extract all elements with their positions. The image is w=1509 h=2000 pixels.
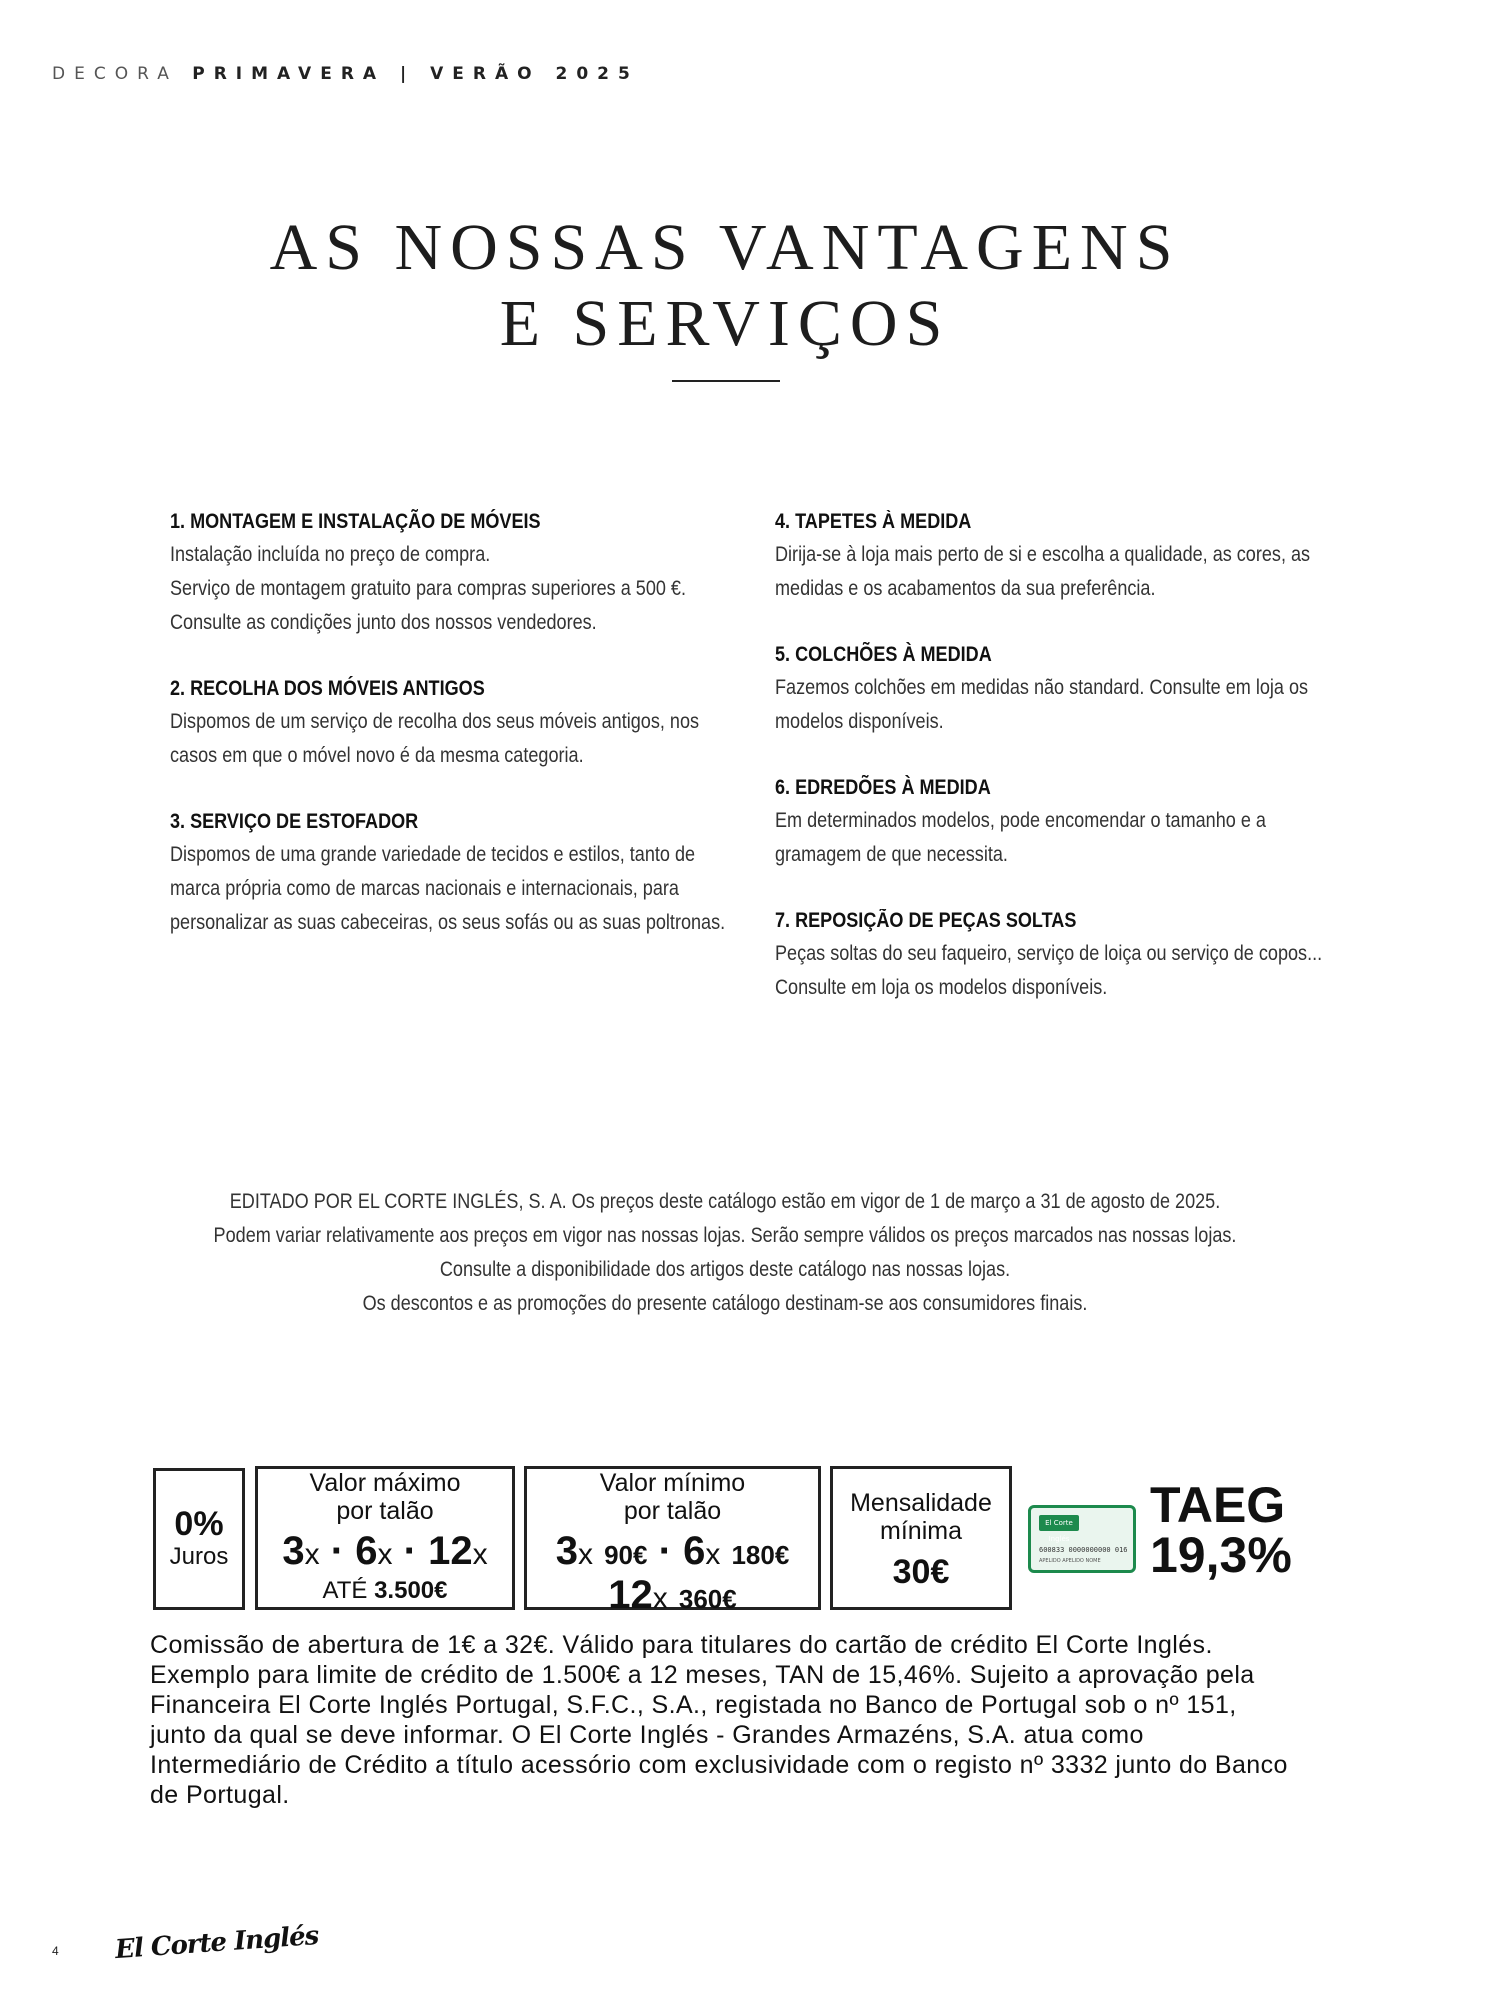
max-limit-value: 3.500€ <box>374 1577 448 1604</box>
page-header <box>52 64 639 84</box>
service-text: modelos disponíveis. <box>775 710 944 733</box>
legal-text: Comissão de abertura de 1€ a 32€. Válido para titulares do cartão de crédito El Corte Inglés. Exemplo para limite de crédito de 1.500€ a 12 meses, TAN de 15,46%. Sujeito a aprovação pela Financeira El Corte Inglés Portugal, S.F.C., S.A., registada no Banco de Portugal sob o nº 151, junto da qual se deve informar. O El Corte Inglés - Grandes Armazéns, S.A. atua como Intermediário de Crédito a título acessório com exclusividade com o registo nº 3332 junto do Banco de Portugal. <box>150 1631 1288 1809</box>
interest-rate-value: 0% <box>174 1505 224 1543</box>
page-title <box>0 210 1450 362</box>
services-right-column <box>775 505 1375 1037</box>
service-title: 7. REPOSIÇÃO DE PEÇAS SOLTAS <box>775 909 1077 932</box>
taeg-value: 19,3% <box>1150 1527 1292 1583</box>
service-text: Em determinados modelos, pode encomendar o tamanho e a <box>775 809 1266 832</box>
title-divider <box>672 380 780 382</box>
service-text: Serviço de montagem gratuito para compras superiores a 500 €. <box>170 577 686 600</box>
max-label-2: por talão <box>336 1497 434 1525</box>
service-title: 5. COLCHÕES À MEDIDA <box>775 643 992 666</box>
brand-logo: El Corte Inglés <box>114 1920 320 1966</box>
editorial-line: Consulte a disponibilidade dos artigos deste catálogo nas nossas lojas. <box>439 1258 1011 1281</box>
editorial-notice <box>0 1185 1450 1321</box>
service-title: 1. MONTAGEM E INSTALAÇÃO DE MÓVEIS <box>170 510 541 533</box>
service-item <box>775 771 1375 872</box>
services-left-column <box>170 505 750 972</box>
service-text: Dispomos de uma grande variedade de tecidos e estilos, tanto de <box>170 843 696 866</box>
service-text: Dispomos de um serviço de recolha dos seus móveis antigos, nos <box>170 710 700 733</box>
min-label-1: Valor mínimo <box>599 1469 746 1497</box>
service-text: Dirija-se à loja mais perto de si e escolha a qualidade, as cores, as <box>775 543 1311 566</box>
min-label-2: por talão <box>623 1497 722 1525</box>
min-value-box <box>524 1466 821 1617</box>
header-season: PRIMAVERA | VERÃO 2025 <box>192 64 639 84</box>
max-limit: ATÉ 3.500€ <box>322 1577 448 1604</box>
editorial-line: Os descontos e as promoções do presente catálogo destinam-se aos consumidores finais. <box>362 1292 1088 1315</box>
editorial-line: EDITADO POR EL CORTE INGLÉS, S. A. Os preços deste catálogo estão em vigor de 1 de março a 31 de agosto de 2025. <box>229 1190 1221 1213</box>
service-title: 4. TAPETES À MEDIDA <box>775 510 972 533</box>
installment-6: 6 <box>355 1529 378 1573</box>
service-item <box>170 805 750 940</box>
service-title: 3. SERVIÇO DE ESTOFADOR <box>170 810 419 833</box>
service-item <box>170 505 750 640</box>
editorial-line: Podem variar relativamente aos preços em vigor nas nossas lojas. Serão sempre válidos os preços marcados nas nossas lojas. <box>213 1224 1237 1247</box>
service-text: casos em que o móvel novo é da mesma categoria. <box>170 744 584 767</box>
taeg-block <box>1150 1477 1292 1583</box>
service-text: Consulte as condições junto dos nossos vendedores. <box>170 611 597 634</box>
service-title: 6. EDREDÕES À MEDIDA <box>775 776 991 799</box>
max-label-1: Valor máximo <box>309 1469 461 1497</box>
service-text: medidas e os acabamentos da sua preferência. <box>775 577 1156 600</box>
service-item <box>775 904 1375 1005</box>
page-number: 4 <box>52 1944 59 1958</box>
service-text: gramagem de que necessita. <box>775 843 1008 866</box>
monthly-value: 30€ <box>892 1553 950 1591</box>
service-text: Instalação incluída no preço de compra. <box>170 543 491 566</box>
credit-card-icon <box>1028 1505 1136 1573</box>
service-item <box>775 505 1375 606</box>
max-installments: 3x · 6x · 12x <box>282 1529 488 1573</box>
service-title: 2. RECOLHA DOS MÓVEIS ANTIGOS <box>170 677 485 700</box>
service-item <box>775 638 1375 739</box>
card-logo: El Corte Inglés <box>1039 1515 1079 1531</box>
installment-12: 12 <box>428 1529 473 1573</box>
title-line-2: E SERVIÇOS <box>499 287 951 360</box>
min-installments-12: 12x 360€ <box>608 1573 737 1617</box>
service-text: marca própria como de marcas nacionais e internacionais, para <box>170 877 679 900</box>
header-brand: DECORA <box>52 64 178 84</box>
max-value-box <box>255 1466 515 1610</box>
monthly-label-2: mínima <box>880 1517 962 1545</box>
service-item <box>170 672 750 773</box>
interest-rate-box <box>153 1468 245 1610</box>
service-text: Fazemos colchões em medidas não standard. Consulte em loja os <box>775 676 1309 699</box>
installment-3: 3 <box>282 1529 305 1573</box>
interest-rate-label: Juros <box>169 1543 229 1570</box>
taeg-label: TAEG <box>1150 1477 1286 1533</box>
title-line-1: AS NOSSAS VANTAGENS <box>269 211 1181 284</box>
min-installments: 3x 90€ · 6x 180€ <box>555 1529 790 1573</box>
monthly-label-1: Mensalidade <box>850 1489 992 1517</box>
service-text: personalizar as suas cabeceiras, os seus sofás ou as suas poltronas. <box>170 911 726 934</box>
card-holder: APELIDO APELIDO NOME <box>1039 1558 1101 1564</box>
service-text: Peças soltas do seu faqueiro, serviço de loiça ou serviço de copos... <box>775 942 1323 965</box>
service-text: Consulte em loja os modelos disponíveis. <box>775 976 1108 999</box>
card-number: 600833 0000000000 016 <box>1039 1546 1128 1554</box>
monthly-minimum-box <box>830 1466 1012 1610</box>
